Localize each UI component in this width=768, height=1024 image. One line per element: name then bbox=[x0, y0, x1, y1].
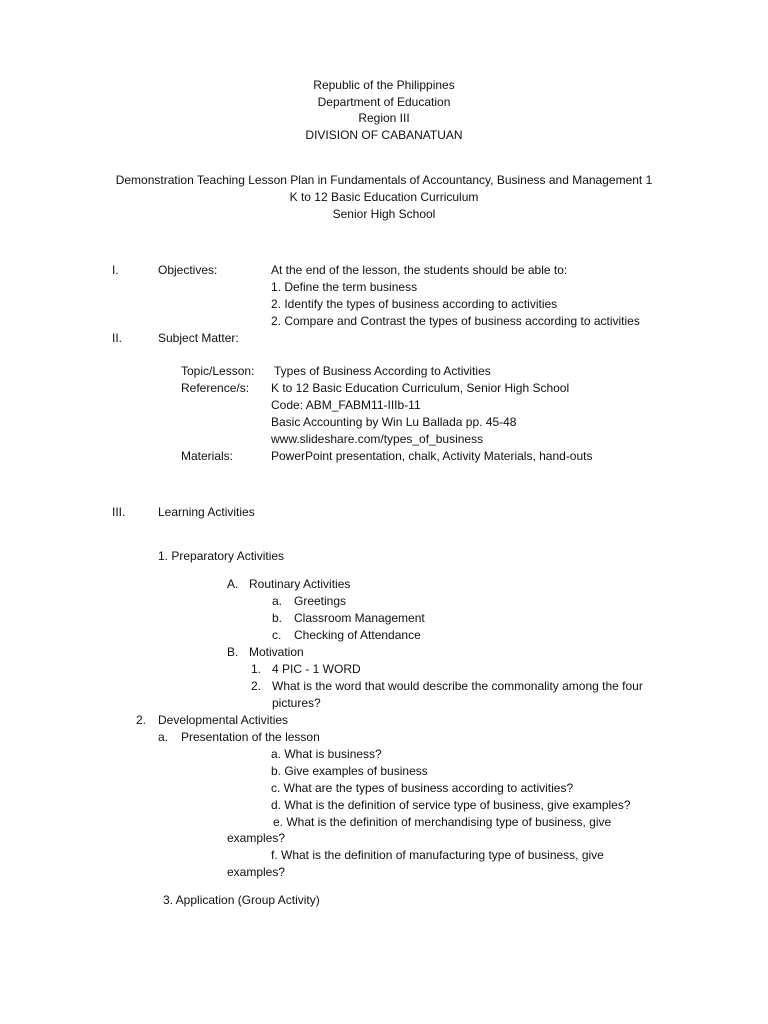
motivation-item: What is the word that would describe the commonality among the four bbox=[272, 679, 643, 693]
objectives-intro: At the end of the lesson, the students should be able to: bbox=[271, 263, 568, 277]
presentation-marker: a. bbox=[158, 730, 169, 744]
section-numeral-objectives: I. bbox=[112, 263, 119, 277]
routinary-marker: A. bbox=[227, 577, 239, 591]
objective-item: 2. Compare and Contrast the types of business according to activities bbox=[271, 314, 640, 328]
list-marker: b. bbox=[272, 611, 283, 625]
list-marker: c. bbox=[272, 628, 282, 642]
list-marker: 2. bbox=[251, 679, 262, 693]
topic-value: Types of Business According to Activities bbox=[274, 364, 491, 378]
school-level-title: Senior High School bbox=[332, 207, 436, 221]
objective-item: 1. Define the term business bbox=[271, 280, 418, 294]
routinary-item: Classroom Management bbox=[294, 611, 425, 625]
lesson-question-continuation: examples? bbox=[227, 831, 286, 845]
lesson-question: a. What is business? bbox=[271, 747, 382, 761]
lesson-question: e. What is the definition of merchandising type of business, give bbox=[273, 815, 612, 829]
objective-item: 2. Identify the types of business according to activities bbox=[271, 297, 558, 311]
lesson-question: f. What is the definition of manufacturing type of business, give bbox=[271, 848, 604, 862]
routinary-item: Checking of Attendance bbox=[294, 628, 421, 642]
list-marker: a. bbox=[272, 594, 283, 608]
reference-item: Basic Accounting by Win Lu Ballada pp. 45-48 bbox=[271, 415, 517, 429]
motivation-item: 4 PIC - 1 WORD bbox=[272, 662, 361, 676]
section-numeral-learning-activities: III. bbox=[112, 505, 126, 519]
materials-label: Materials: bbox=[181, 449, 234, 463]
curriculum-title: K to 12 Basic Education Curriculum bbox=[289, 190, 479, 204]
developmental-marker: 2. bbox=[136, 713, 147, 727]
preparatory-activities: 1. Preparatory Activities bbox=[158, 549, 285, 563]
header-region: Region III bbox=[358, 111, 410, 125]
materials-value: PowerPoint presentation, chalk, Activity Materials, hand-outs bbox=[271, 449, 593, 463]
lesson-question: d. What is the definition of service type of business, give examples? bbox=[271, 798, 631, 812]
objectives-heading: Objectives: bbox=[158, 263, 218, 277]
motivation: Motivation bbox=[249, 645, 304, 659]
lesson-question: b. Give examples of business bbox=[271, 764, 428, 778]
subject-matter-heading: Subject Matter: bbox=[158, 331, 239, 345]
motivation-item-continuation: pictures? bbox=[272, 696, 321, 710]
routinary-activities: Routinary Activities bbox=[249, 577, 351, 591]
motivation-marker: B. bbox=[227, 645, 239, 659]
routinary-item: Greetings bbox=[294, 594, 347, 608]
reference-item: www.slideshare.com/types_of_business bbox=[271, 432, 484, 446]
header-republic: Republic of the Philippines bbox=[313, 78, 455, 92]
lesson-question: c. What are the types of business according to activities? bbox=[271, 781, 574, 795]
developmental-activities: Developmental Activities bbox=[158, 713, 289, 727]
learning-activities-heading: Learning Activities bbox=[158, 505, 255, 519]
reference-label: Reference/s: bbox=[181, 381, 250, 395]
reference-item: K to 12 Basic Education Curriculum, Senior High School bbox=[271, 381, 570, 395]
section-numeral-subject-matter: II. bbox=[112, 331, 123, 345]
lesson-plan-title: Demonstration Teaching Lesson Plan in Fundamentals of Accountancy, Business and Management 1 bbox=[115, 173, 653, 187]
application-activity: 3. Application (Group Activity) bbox=[163, 893, 320, 907]
header-division: DIVISION OF CABANATUAN bbox=[305, 128, 463, 142]
lesson-question-continuation: examples? bbox=[227, 865, 286, 879]
list-marker: 1. bbox=[251, 662, 262, 676]
presentation-of-lesson: Presentation of the lesson bbox=[181, 730, 320, 744]
topic-label: Topic/Lesson: bbox=[181, 364, 255, 378]
header-department: Department of Education bbox=[317, 95, 451, 109]
reference-item: Code: ABM_FABM11-IIIb-11 bbox=[271, 398, 421, 412]
